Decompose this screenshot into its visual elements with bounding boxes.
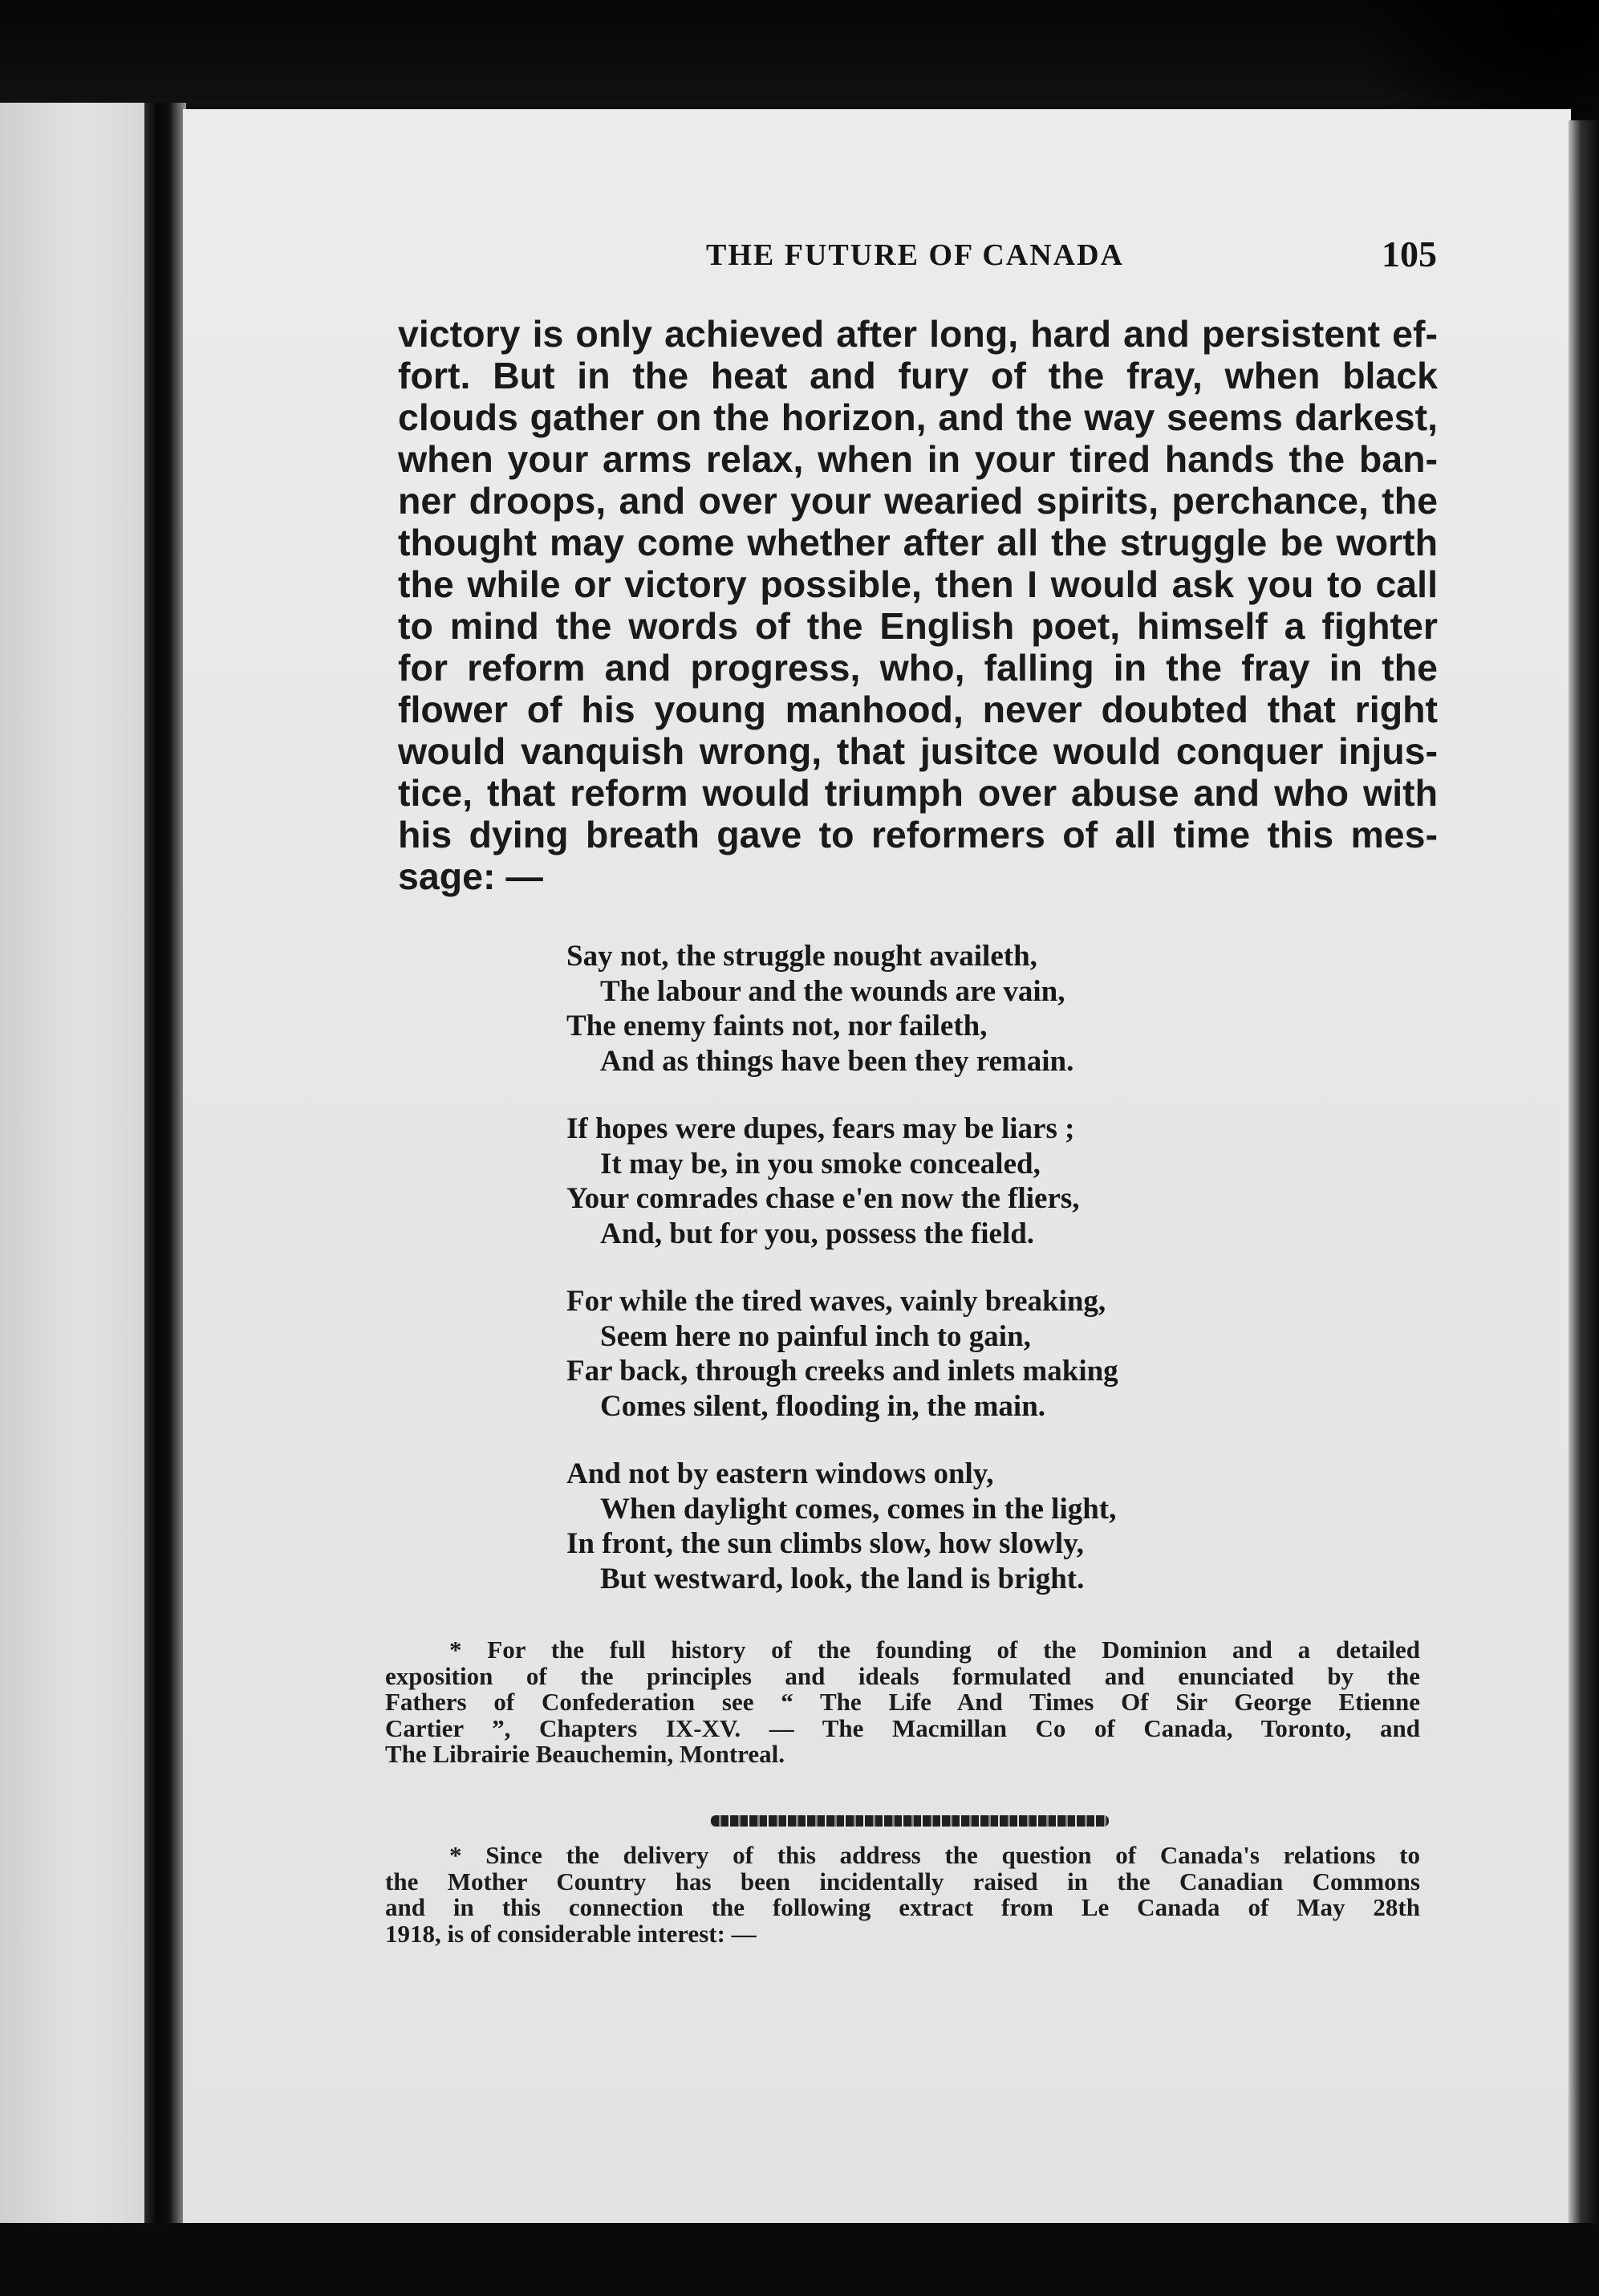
running-title: THE FUTURE OF CANADA	[706, 238, 1124, 272]
paragraph-line: ner droops, and over your wearied spirits, perchance, the	[398, 480, 1438, 522]
paragraph-line: when your arms relax, when in your tired hands the ban-	[398, 438, 1438, 480]
poem-line: Comes silent, flooding in, the main.	[600, 1389, 1046, 1423]
poem-stanza	[566, 1284, 1289, 1424]
paragraph-line: flower of his young manhood, never doubted that right	[398, 689, 1438, 730]
poem-line: The labour and the wounds are vain,	[600, 974, 1065, 1008]
scanner-background-bottom	[0, 2223, 1599, 2296]
footnote-line: Cartier ”, Chapters IX-XV. — The Macmillan Co of Canada, Toronto, and	[385, 1713, 1420, 1742]
poem-stanza	[566, 1457, 1289, 1596]
footnote-line: Fathers of Confederation see “ The Life And Times Of Sir George Etienne	[385, 1688, 1420, 1716]
paragraph-line: to mind the words of the English poet, himself a fighter	[398, 605, 1438, 647]
footnote-confederation	[385, 1637, 1420, 1768]
page-right-edge	[1569, 120, 1599, 2239]
poem-line: When daylight comes, comes in the light,	[600, 1492, 1117, 1526]
scanner-background-top	[0, 0, 1599, 104]
poem-line: Your comrades chase e'en now the fliers,	[566, 1182, 1080, 1215]
footnote-line: exposition of the principles and ideals formulated and enunciated by the	[385, 1661, 1420, 1690]
poem-line: And not by eastern windows only,	[566, 1457, 994, 1490]
footnote-line: and in this connection the following extract from Le Canada of May 28th	[385, 1893, 1420, 1921]
paragraph-line: clouds gather on the horizon, and the way seems darkest,	[398, 396, 1438, 438]
page-number: 105	[1382, 234, 1437, 274]
poem-line: And as things have been they remain.	[600, 1044, 1074, 1078]
paragraph-line: sage: —	[398, 855, 543, 897]
footnote-line: * For the full history of the founding of the Dominion and a detailed	[449, 1636, 1420, 1664]
poem-line: The enemy faints not, nor faileth,	[566, 1010, 988, 1042]
poem-line: Seem here no painful inch to gain,	[600, 1319, 1031, 1353]
paragraph-line: thought may come whether after all the struggle be worth	[398, 522, 1438, 563]
poem-line: But westward, look, the land is bright.	[600, 1562, 1085, 1595]
footnote-line: the Mother Country has been incidentally raised in the Canadian Commons	[385, 1867, 1420, 1896]
facing-page-edge	[0, 103, 149, 2229]
main-paragraph	[398, 313, 1438, 897]
poem-line: Say not, the struggle nought availeth,	[566, 940, 1037, 973]
footnote-address	[385, 1843, 1420, 1947]
paragraph-line: his dying breath gave to reformers of all time this mes-	[398, 814, 1438, 855]
paragraph-line: for reform and progress, who, falling in the fray in the	[398, 647, 1438, 689]
book-gutter	[144, 103, 186, 2237]
footnote-line: * Since the delivery of this address the question of Canada's relations to	[449, 1841, 1420, 1869]
poem-line: For while the tired waves, vainly breaking,	[566, 1285, 1106, 1318]
footnote-line: 1918, is of considerable interest: —	[385, 1919, 757, 1948]
paragraph-line: would vanquish wrong, that jusitce would conquer injus-	[398, 730, 1438, 772]
poem-line: Far back, through creeks and inlets making	[566, 1355, 1118, 1388]
paragraph-line: victory is only achieved after long, hard and persistent ef-	[398, 313, 1438, 355]
paragraph-line: tice, that reform would triumph over abuse and who with	[398, 772, 1438, 814]
poem-line: And, but for you, possess the field.	[600, 1217, 1035, 1250]
poem-line: It may be, in you smoke concealed,	[600, 1147, 1041, 1181]
ornamental-divider	[711, 1815, 1109, 1827]
paragraph-line: the while or victory possible, then I would ask you to call	[398, 563, 1438, 605]
poem	[566, 939, 1289, 1629]
poem-line: If hopes were dupes, fears may be liars ;	[566, 1112, 1075, 1145]
paragraph-line: fort. But in the heat and fury of the fray, when black	[398, 355, 1438, 396]
poem-line: In front, the sun climbs slow, how slowly,	[566, 1527, 1084, 1560]
footnote-line: The Librairie Beauchemin, Montreal.	[385, 1740, 785, 1768]
poem-stanza	[566, 939, 1289, 1079]
poem-stanza	[566, 1111, 1289, 1251]
